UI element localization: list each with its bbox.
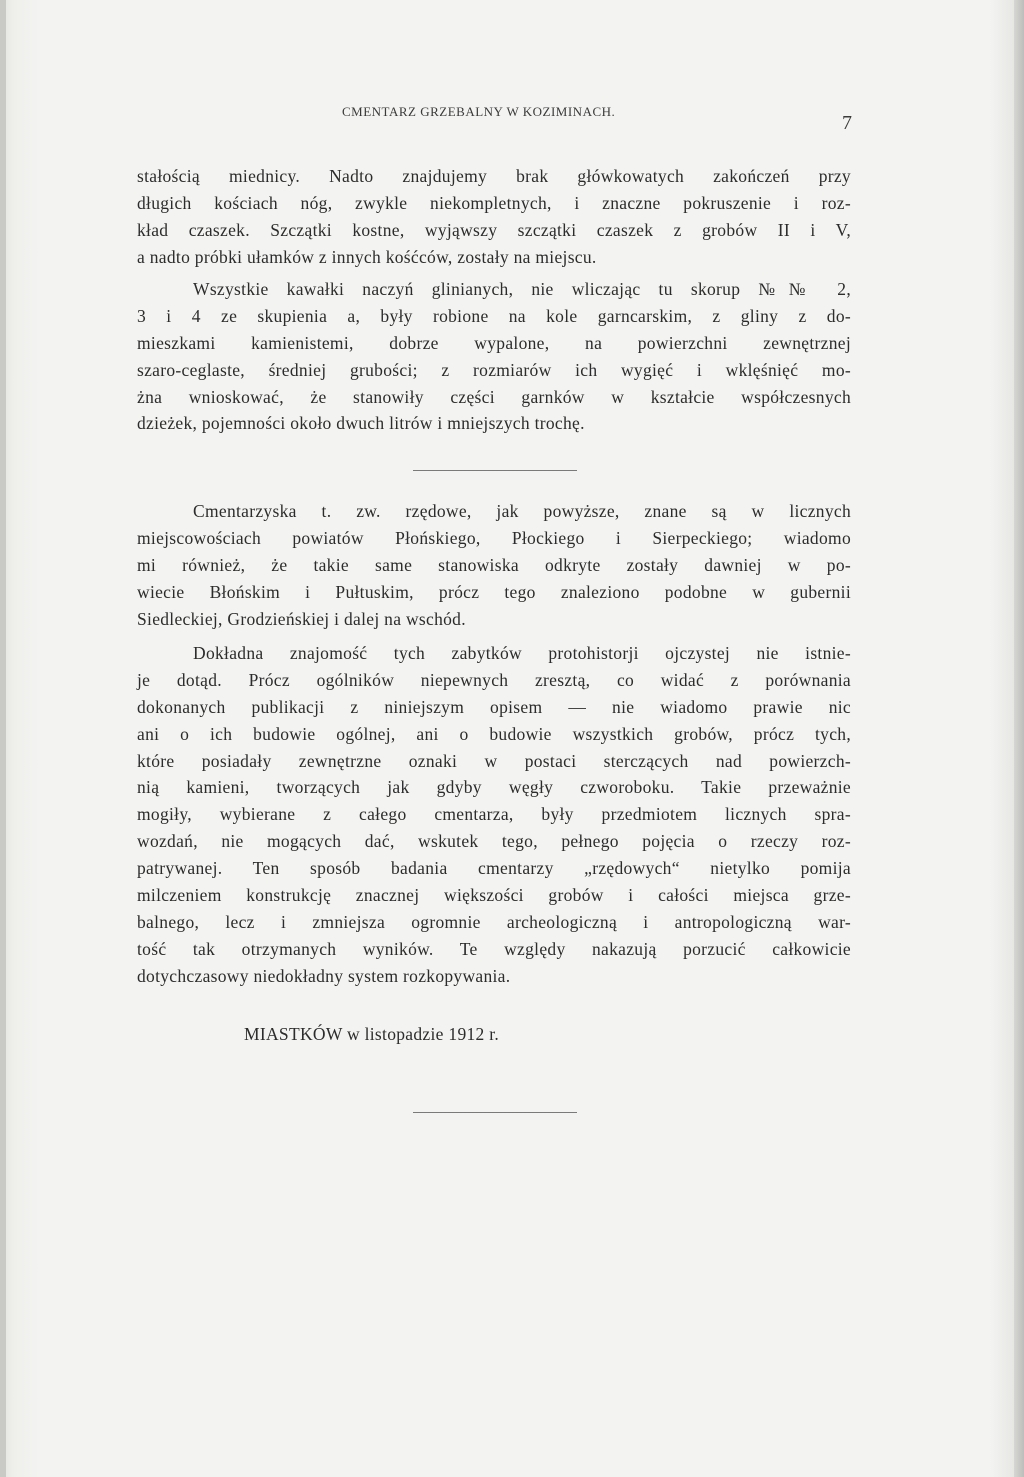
text-line: długich kościach nóg, zwykle niekompletnych, i znaczne pokruszenie i roz- (137, 192, 851, 213)
paragraph-4 (137, 640, 851, 990)
text-line: Dokładna znajomość tych zabytków protohistorji ojczystej nie istnie- (193, 643, 851, 663)
text-line: dotychczasowy niedokładny system rozkopywania. (137, 965, 511, 986)
section-divider (413, 470, 577, 471)
text-line: ani o ich budowie ogólnej, ani o budowie wszystkich grobów, prócz tych, (137, 723, 851, 744)
text-line: tość tak otrzymanych wyników. Te względy nakazują porzucić całkowicie (137, 938, 851, 959)
text-line: nią kamieni, tworzących jak gdyby węgły czworoboku. Takie przeważnie (137, 777, 851, 798)
text-line: milczeniem konstrukcję znacznej większości grobów i całości miejsca grze- (137, 885, 851, 906)
page-right-edge (1014, 0, 1024, 1477)
text-line: stałością miednicy. Nadto znajdujemy brak główkowatych zakończeń przy (137, 166, 851, 186)
end-divider (413, 1112, 577, 1113)
text-line: dzieżek, pojemności około dwuch litrów i mniejszych trochę. (137, 413, 585, 434)
text-line: wozdań, nie mogących dać, wskutek tego, pełnego pojęcia o rzeczy roz- (137, 831, 851, 852)
text-line: mogiły, wybierane z całego cmentarza, były przedmiotem licznych spra- (137, 804, 851, 825)
running-title: CMENTARZ GRZEBALNY W KOZIMINACH. (342, 104, 616, 119)
text-line: mi również, że takie same stanowiska odkryte zostały dawniej w po- (137, 554, 851, 575)
paragraph-1 (137, 163, 851, 271)
text-line: kład czaszek. Szczątki kostne, wyjąwszy szczątki czaszek z grobów II i V, (137, 219, 851, 240)
text-line: 3 i 4 ze skupienia a, były robione na kole garncarskim, z gliny z do- (137, 305, 851, 326)
text-line: które posiadały zewnętrzne oznaki w postaci sterczących nad powierzch- (137, 750, 851, 771)
text-line: mieszkami kamienistemi, dobrze wypalone, na powierzchni zewnętrznej (137, 332, 851, 353)
text-line: Cmentarzyska t. zw. rzędowe, jak powyższe, znane są w licznych (193, 501, 851, 521)
paragraph-2 (137, 276, 851, 437)
page-left-edge (0, 0, 6, 1477)
text-line: miejscowościach powiatów Płońskiego, Płockiego i Sierpeckiego; wiadomo (137, 527, 851, 548)
paragraph-3 (137, 498, 851, 632)
text-line: Wszystkie kawałki naczyń glinianych, nie wliczając tu skorup №№ 2, (193, 279, 851, 299)
text-line: szaro-ceglaste, średniej grubości; z rozmiarów ich wygięć i wklęśnięć mo- (137, 359, 851, 380)
text-line: je dotąd. Prócz ogólników niepewnych zresztą, co widać z porównania (137, 669, 851, 690)
text-line: żna wnioskować, że stanowiły części garnków w kształcie współczesnych (137, 386, 851, 407)
text-line: Siedleckiej, Grodzieńskiej i dalej na wschód. (137, 608, 466, 629)
page-number: 7 (842, 112, 852, 134)
text-line: dokonanych publikacji z niniejszym opisem — nie wiadomo prawie nic (137, 696, 851, 717)
text-line: patrywanej. Ten sposób badania cmentarzy „rzędowych“ nietylko pomija (137, 858, 851, 879)
text-line: a nadto próbki ułamków z innych kośćców, zostały na miejscu. (137, 246, 597, 267)
text-line: wiecie Błońskim i Pułtuskim, prócz tego znaleziono podobne w gubernii (137, 581, 851, 602)
text-line: balnego, lecz i zmniejsza ogromnie archeologiczną i antropologiczną war- (137, 911, 851, 932)
place-date-signature: MIASTKÓW w listopadzie 1912 r. (244, 1024, 500, 1044)
